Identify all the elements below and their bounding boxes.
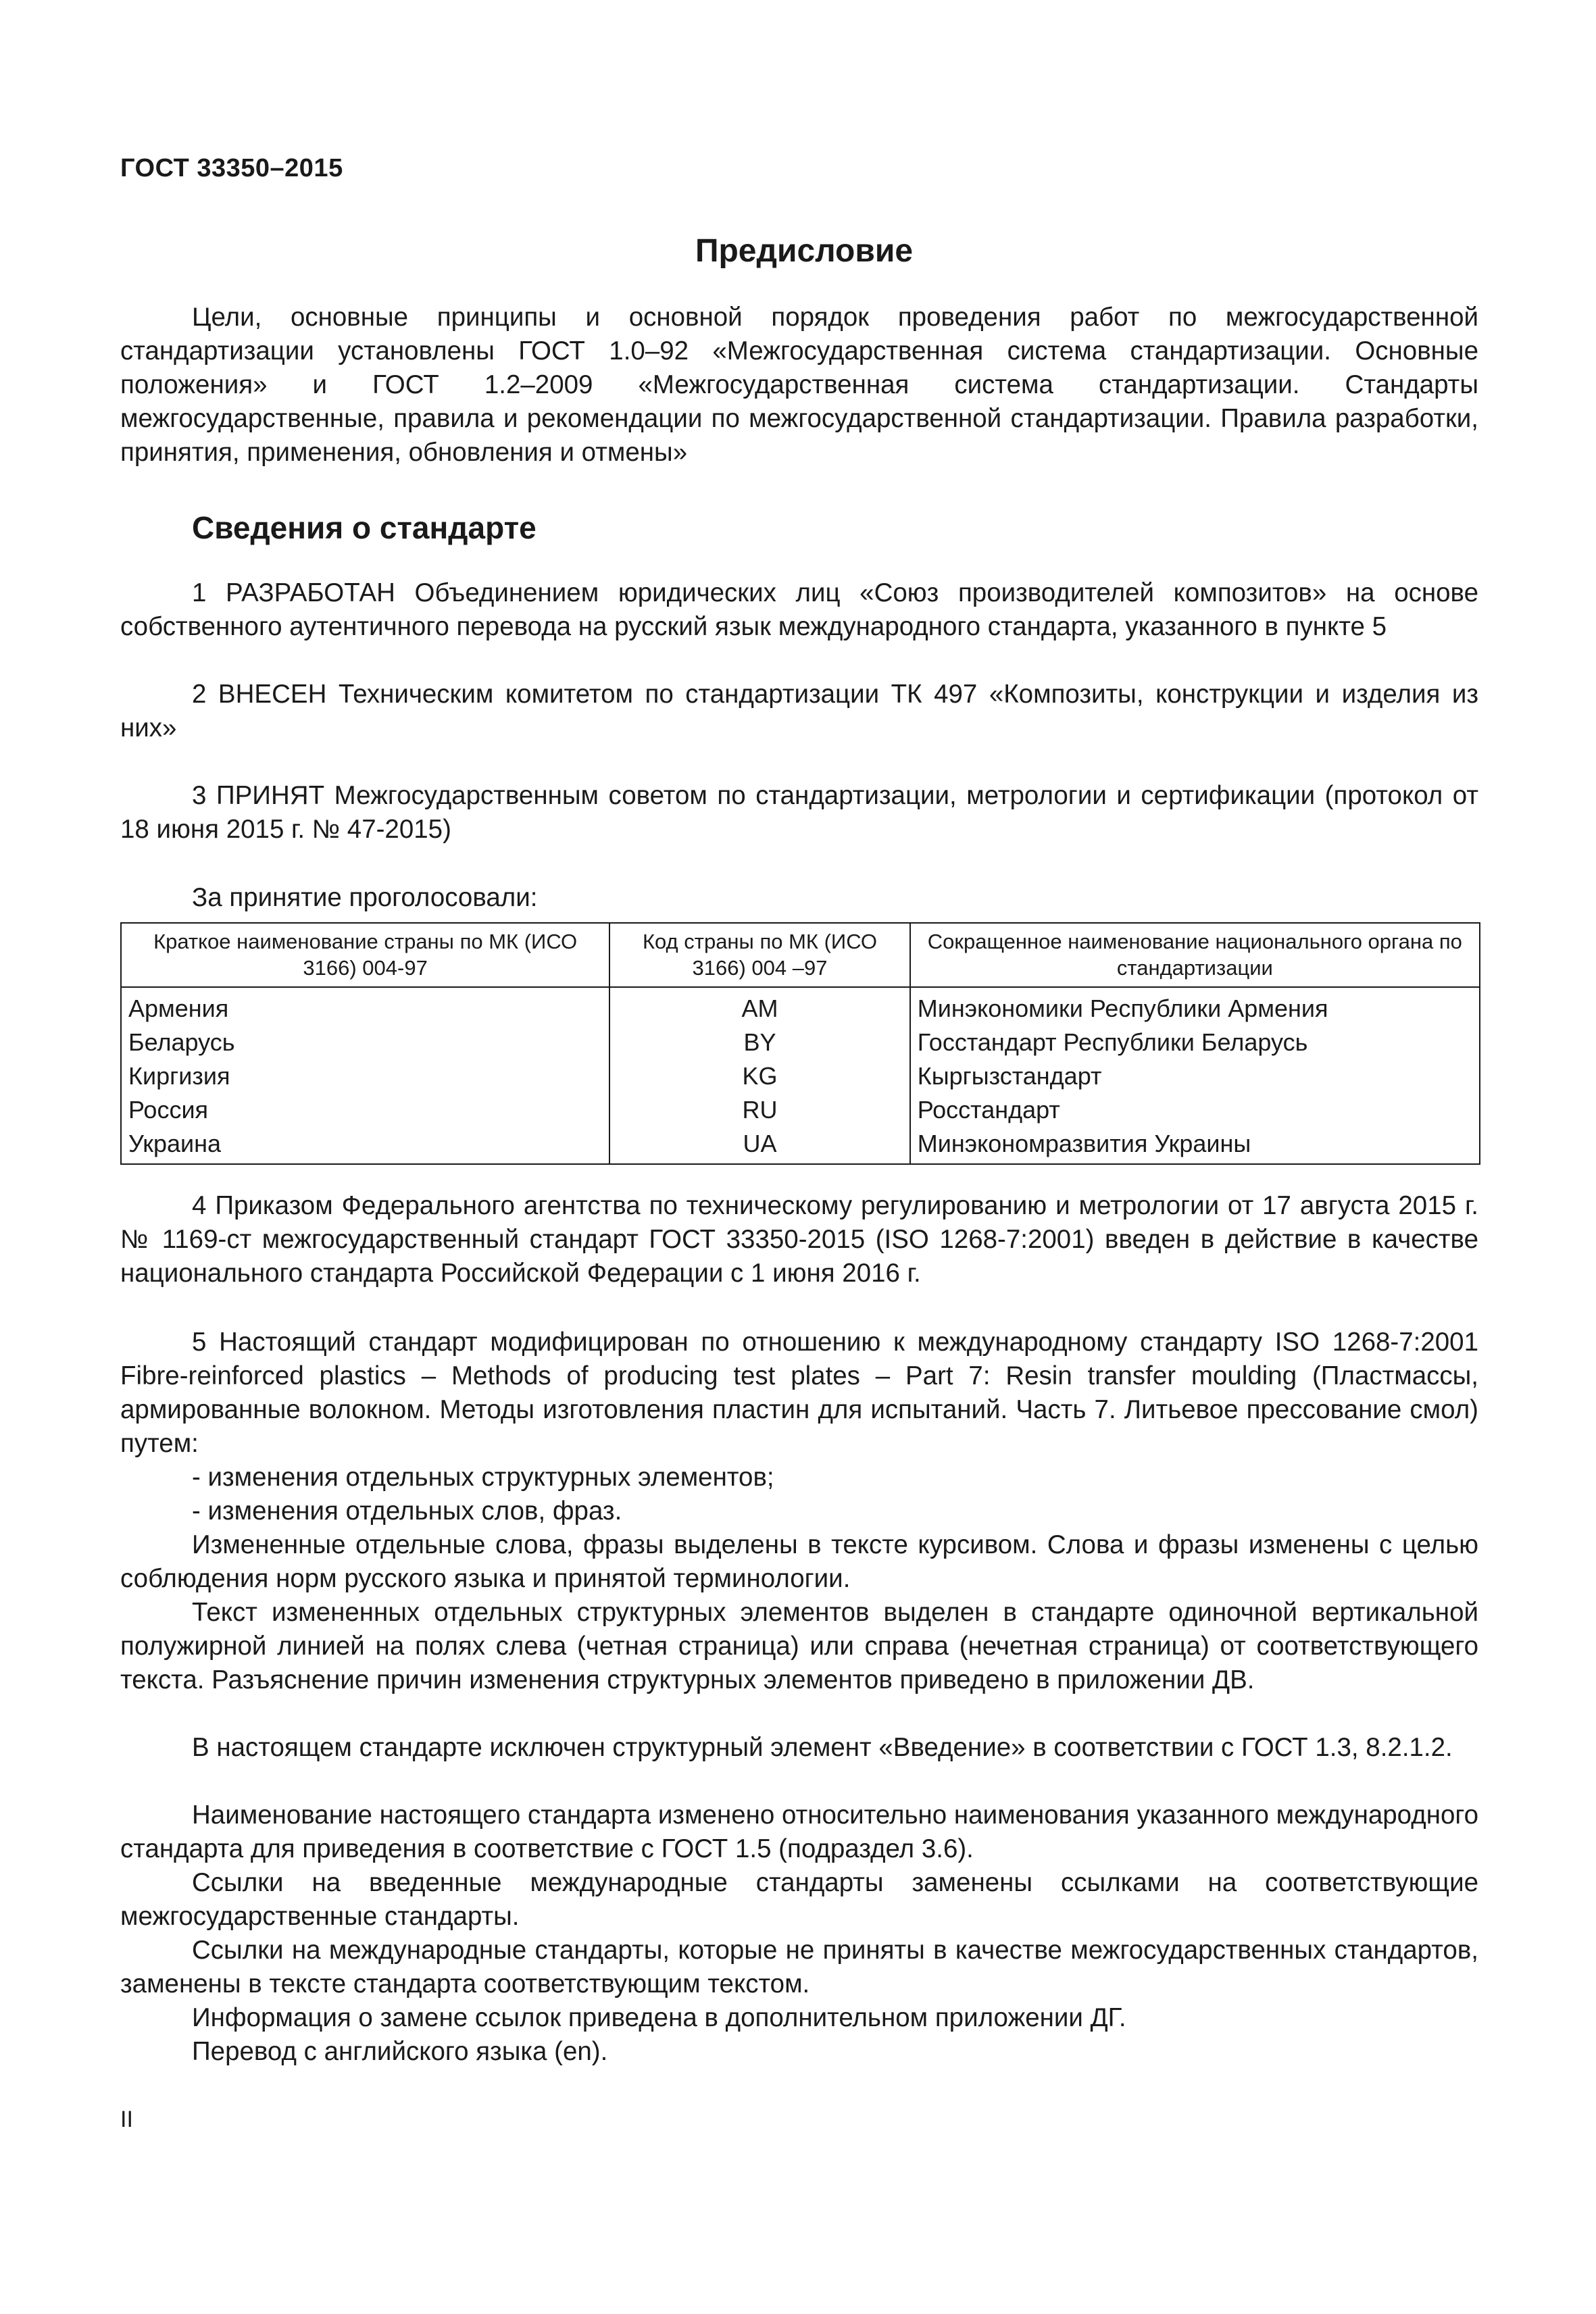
table-row	[121, 1059, 1480, 1093]
header-country-name: Краткое наименование страны по МК (ИСО 3166) 004-97	[121, 923, 609, 987]
vote-intro: За принятие проголосовали:	[192, 883, 538, 912]
country-name: Беларусь	[121, 1026, 609, 1059]
country-code: AM	[609, 987, 909, 1026]
item-5-paragraph-1: Измененные отдельные слова, фразы выделены в тексте курсивом. Слова и фразы изменены с целью соблюдения норм русского языка и принятой терминологии.	[120, 1530, 1478, 1593]
national-body: Росстандарт	[910, 1093, 1480, 1127]
foreword-title	[0, 232, 1596, 270]
national-body: Кыргызстандарт	[910, 1059, 1480, 1093]
item-5-paragraph-2: Текст измененных отдельных структурных элементов выделен в стандарте одиночной вертикальной полужирной линией на полях слева (четная страница) или справа (нечетная страница) от соответствующего текста. Разъяснение причин изменения структурных элементов приведено в приложении ДВ.	[120, 1598, 1478, 1694]
national-body: Минэкономики Республики Армения	[910, 987, 1480, 1026]
table-row	[121, 1093, 1480, 1127]
foreword-title-text: Предисловие	[695, 233, 914, 269]
item-5-paragraph-4: Наименование настоящего стандарта изменено относительно наименования указанного международного стандарта для приведения в соответствие с ГОСТ 1.5 (подраздел 3.6).	[120, 1801, 1478, 1863]
item-5-paragraph-7: Информация о замене ссылок приведена в дополнительном приложении ДГ.	[192, 2003, 1126, 2032]
country-code: UA	[609, 1127, 909, 1164]
country-name: Киргизия	[121, 1059, 609, 1093]
table-row	[121, 1127, 1480, 1164]
item-5-bullet-1: - изменения отдельных структурных элементов;	[192, 1463, 774, 1492]
table-row	[121, 1026, 1480, 1059]
header-national-body: Сокращенное наименование национального органа по стандартизации	[910, 923, 1480, 987]
item-5-bullet-2: - изменения отдельных слов, фраз.	[192, 1496, 622, 1526]
vote-table-header-row	[121, 923, 1480, 987]
info-item-2: 2 ВНЕСЕН Техническим комитетом по стандартизации ТК 497 «Композиты, конструкции и изделия из них»	[120, 680, 1478, 743]
table-row	[121, 987, 1480, 1026]
country-name: Украина	[121, 1127, 609, 1164]
item-5-paragraph-6: Ссылки на международные стандарты, которые не приняты в качестве межгосударственных стандартов, заменены в тексте стандарта соответствующим текстом.	[120, 1936, 1478, 1998]
country-name: Россия	[121, 1093, 609, 1127]
info-item-3: 3 ПРИНЯТ Межгосударственным советом по стандартизации, метрологии и сертификации (протокол от 18 июня 2015 г. № 47-2015)	[120, 781, 1478, 844]
item-5-paragraph-5: Ссылки на введенные международные стандарты заменены ссылками на соответствующие межгосударственные стандарты.	[120, 1868, 1478, 1931]
info-section-title: Сведения о стандарте	[192, 510, 537, 545]
foreword-paragraph: Цели, основные принципы и основной порядок проведения работ по межгосударственной стандартизации установлены ГОСТ 1.0–92 «Межгосударственная система стандартизации. Основные положения» и ГОСТ 1.2–2009 «Межгосударственная система стандартизации. Стандарты межгосударственные, правила и рекомендации по межгосударственной стандартизации. Правила разработки, принятия, применения, обновления и отмены»	[120, 303, 1478, 467]
info-item-1: 1 РАЗРАБОТАН Объединением юридических лиц «Союз производителей композитов» на основе собственного аутентичного перевода на русский язык международного стандарта, указанного в пункте 5	[120, 578, 1478, 641]
country-code: BY	[609, 1026, 909, 1059]
item-5-paragraph-8: Перевод с английского языка (en).	[192, 2037, 608, 2066]
vote-table	[120, 922, 1480, 1165]
country-code: RU	[609, 1093, 909, 1127]
country-name: Армения	[121, 987, 609, 1026]
header-country-code: Код страны по МК (ИСО 3166) 004 –97	[609, 923, 909, 987]
document-code: ГОСТ 33350–2015	[120, 154, 343, 182]
info-item-4: 4 Приказом Федерального агентства по техническому регулированию и метрологии от 17 августа 2015 г. № 1169-ст межгосударственный стандарт ГОСТ 33350-2015 (ISO 1268-7:2001) введен в действие в качестве национального стандарта Российской Федерации с 1 июня 2016 г.	[120, 1191, 1478, 1288]
info-item-5-intro: 5 Настоящий стандарт модифицирован по отношению к международному стандарту ISO 1268-7:2001 Fibre-reinforced plastics – Methods of producing test plates – Part 7: Resin transfer moulding (Пластмассы, армированные волокном. Методы изготовления пластин для испытаний. Часть 7. Литьевое прессование смол) путем:	[120, 1328, 1478, 1458]
country-code: KG	[609, 1059, 909, 1093]
page-number: II	[120, 2107, 133, 2132]
national-body: Минэкономразвития Украины	[910, 1127, 1480, 1164]
item-5-paragraph-3: В настоящем стандарте исключен структурный элемент «Введение» в соответствии с ГОСТ 1.3, 8.2.1.2.	[192, 1733, 1453, 1762]
national-body: Госстандарт Республики Беларусь	[910, 1026, 1480, 1059]
